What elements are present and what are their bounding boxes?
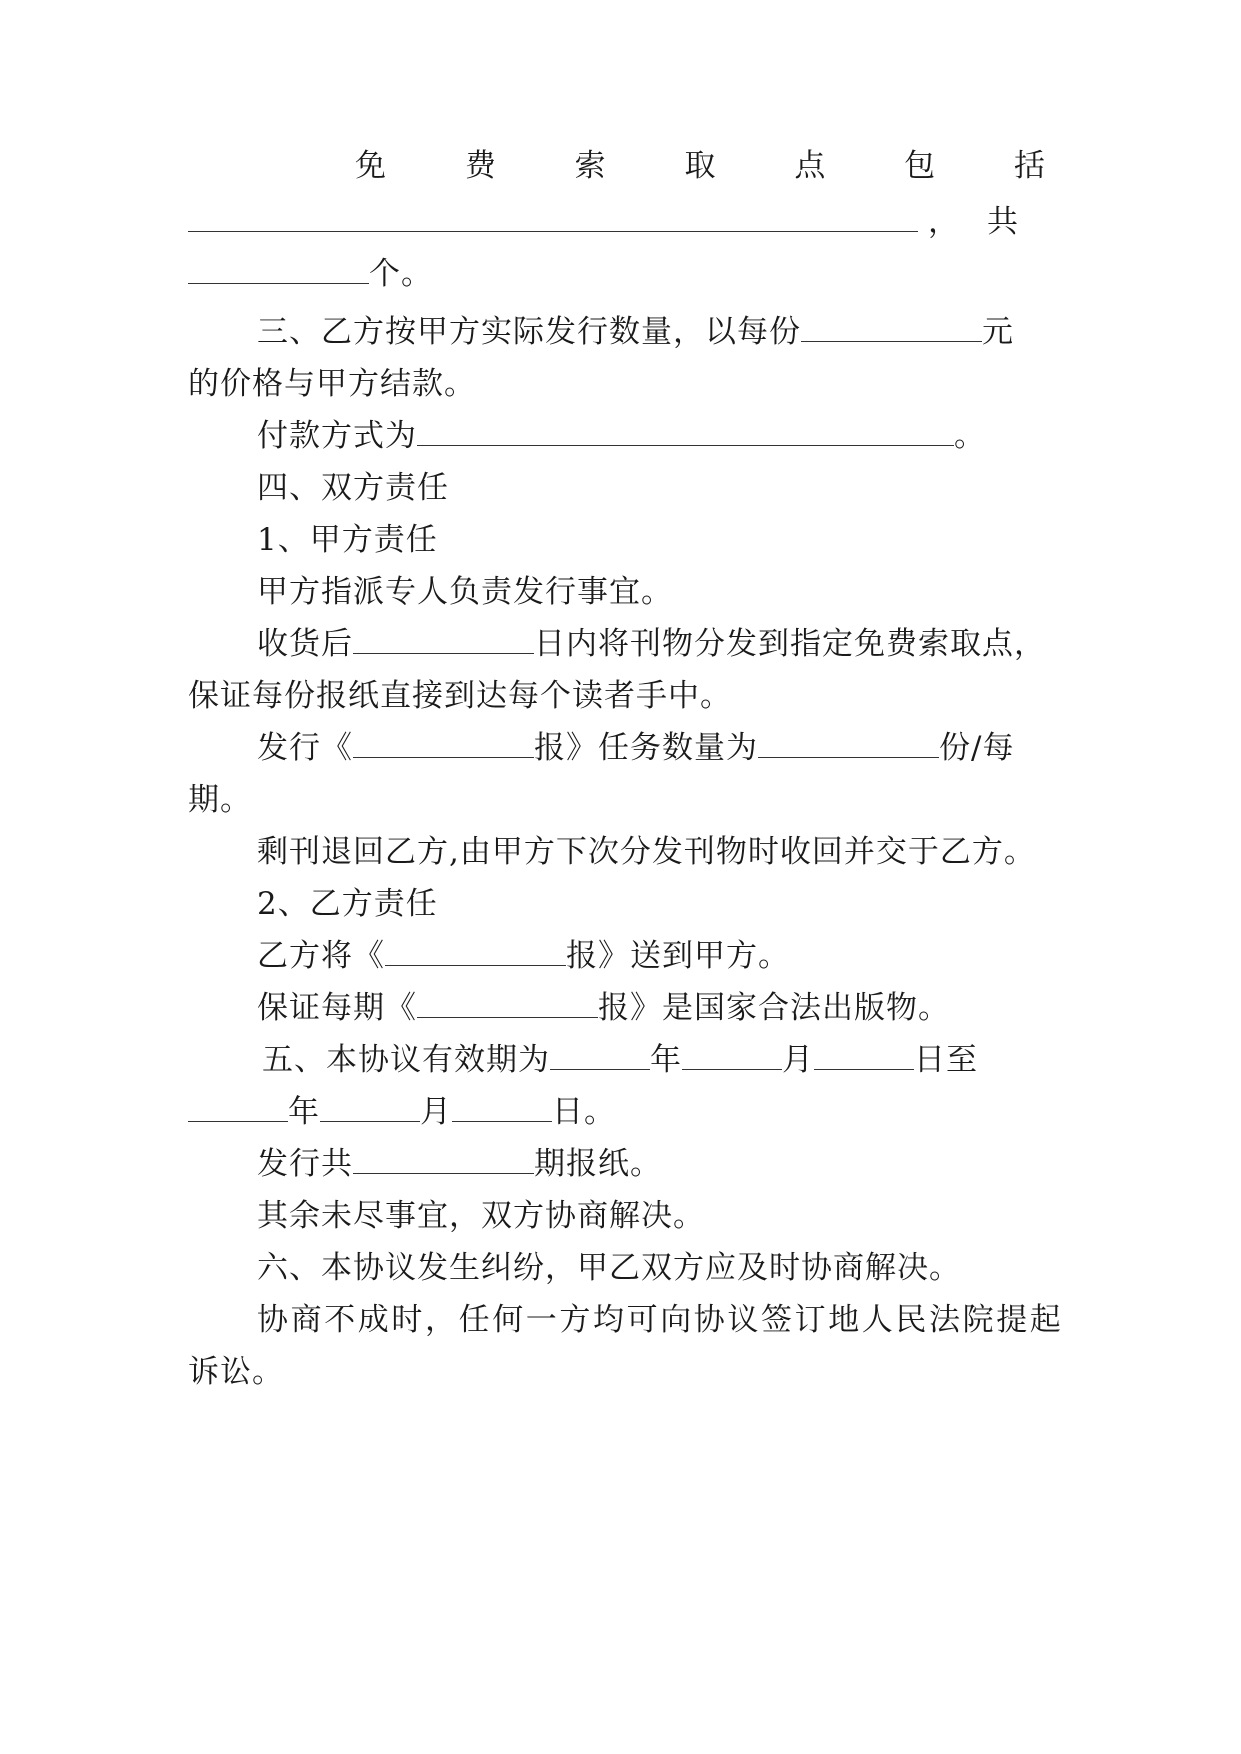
fill-blank[interactable] xyxy=(814,1041,914,1070)
paragraph-text: 的价格与甲方结款。 xyxy=(188,366,476,402)
text-yuan: 元 xyxy=(982,314,1014,350)
paragraph-text: 发行《 xyxy=(257,730,353,766)
fill-blank[interactable] xyxy=(353,1145,534,1174)
fill-blank[interactable] xyxy=(417,417,954,446)
line-party-a-4 xyxy=(188,726,1046,770)
fill-blank[interactable] xyxy=(682,1041,782,1070)
paragraph-text: 诉讼。 xyxy=(188,1354,284,1390)
fill-blank[interactable] xyxy=(188,255,369,284)
line-clause-6 xyxy=(188,1246,1046,1290)
fill-blank[interactable] xyxy=(550,1041,650,1070)
text-char: 费 xyxy=(464,148,497,184)
paragraph-text: 其余未尽事宜，双方协商解决。 xyxy=(257,1198,705,1234)
text-char: 取 xyxy=(684,148,717,184)
paragraph-text: 报》是国家合法出版物。 xyxy=(598,990,950,1026)
text-year: 年 xyxy=(288,1094,320,1130)
line-clause-5 xyxy=(188,1038,1046,1082)
paragraph-text: 保证每份报纸直接到达每个读者手中。 xyxy=(188,678,732,714)
sub-heading: 2、乙方责任 xyxy=(257,886,438,922)
line-litigation xyxy=(188,1298,1064,1342)
text-char: 包 xyxy=(904,148,937,184)
fill-blank[interactable] xyxy=(385,937,566,966)
line-other-matters xyxy=(188,1194,1046,1238)
fill-blank[interactable] xyxy=(188,1093,288,1122)
text-month: 月 xyxy=(420,1094,452,1130)
paragraph-text: 期。 xyxy=(188,782,252,818)
paragraph-text: 保证每期《 xyxy=(257,990,417,1026)
line-party-b xyxy=(188,882,1046,926)
text-month: 月 xyxy=(782,1042,814,1078)
fill-blank[interactable] xyxy=(188,203,918,232)
line-party-a-1 xyxy=(188,570,1046,614)
paragraph-text: 甲方指派专人负责发行事宜。 xyxy=(257,574,673,610)
fill-blank[interactable] xyxy=(758,729,939,758)
fill-blank[interactable] xyxy=(452,1093,552,1122)
line-end-date xyxy=(188,1090,1046,1134)
fill-blank[interactable] xyxy=(353,729,534,758)
line-issues xyxy=(188,1142,1046,1186)
fill-blank[interactable] xyxy=(353,625,534,654)
text-char: 索 xyxy=(574,148,607,184)
line-price xyxy=(188,362,1046,406)
clause-heading: 四、双方责任 xyxy=(257,470,449,506)
line-payment xyxy=(188,414,1046,458)
fill-blank[interactable] xyxy=(417,989,598,1018)
text-char: 括 xyxy=(1013,148,1046,184)
text-unit: 个。 xyxy=(369,256,433,292)
line-party-b-2 xyxy=(188,986,1046,1030)
paragraph-text: 份/每 xyxy=(939,730,1015,766)
paragraph-text: 付款方式为 xyxy=(257,418,417,454)
paragraph-text: 发行共 xyxy=(257,1146,353,1182)
paragraph-text: 日内将刊物分发到指定免费索取点， xyxy=(534,626,1046,662)
paragraph-text: 收货后 xyxy=(257,626,353,662)
paragraph-text: 乙方将《 xyxy=(257,938,385,974)
paragraph-text: 协商不成时，任何一方均可向协议签订地人民法院提起 xyxy=(257,1302,1064,1338)
line-party-a-6 xyxy=(188,830,1046,874)
paragraph-text: 报》送到甲方。 xyxy=(566,938,790,974)
line-litigation-end xyxy=(188,1350,1046,1394)
text-char: 点 xyxy=(794,148,827,184)
clause-heading: 三、乙方按甲方实际发行数量，以每份 xyxy=(257,314,801,350)
text-day: 日至 xyxy=(914,1042,978,1078)
line-party-b-1 xyxy=(188,934,1046,978)
sub-heading: 1、甲方责任 xyxy=(257,522,438,558)
line-clause-4 xyxy=(188,466,1046,510)
line-party-a-3 xyxy=(188,674,1046,718)
clause-heading: 六、本协议发生纠纷，甲乙双方应及时协商解决。 xyxy=(257,1250,961,1286)
line-pickup-blank xyxy=(188,200,1046,244)
paragraph-text: 报》任务数量为 xyxy=(534,730,758,766)
fill-blank[interactable] xyxy=(320,1093,420,1122)
text-total: ，共 xyxy=(928,204,1046,240)
paragraph-text: 期报纸。 xyxy=(534,1146,662,1182)
text-char: 免 xyxy=(355,148,387,184)
line-count xyxy=(188,252,1046,296)
paragraph-text: 剩刊退回乙方,由甲方下次分发刊物时收回并交于乙方。 xyxy=(257,834,1036,870)
clause-heading: 五、本协议有效期为 xyxy=(262,1042,550,1078)
fill-blank[interactable] xyxy=(801,313,982,342)
text-period: 。 xyxy=(954,418,986,454)
text-year: 年 xyxy=(650,1042,682,1078)
line-free-pickup-points xyxy=(188,144,1046,188)
line-party-a-5 xyxy=(188,778,1046,822)
line-party-a-2 xyxy=(188,622,1046,666)
line-clause-3 xyxy=(188,310,1046,354)
line-party-a xyxy=(188,518,1046,562)
text-day: 日。 xyxy=(552,1094,616,1130)
